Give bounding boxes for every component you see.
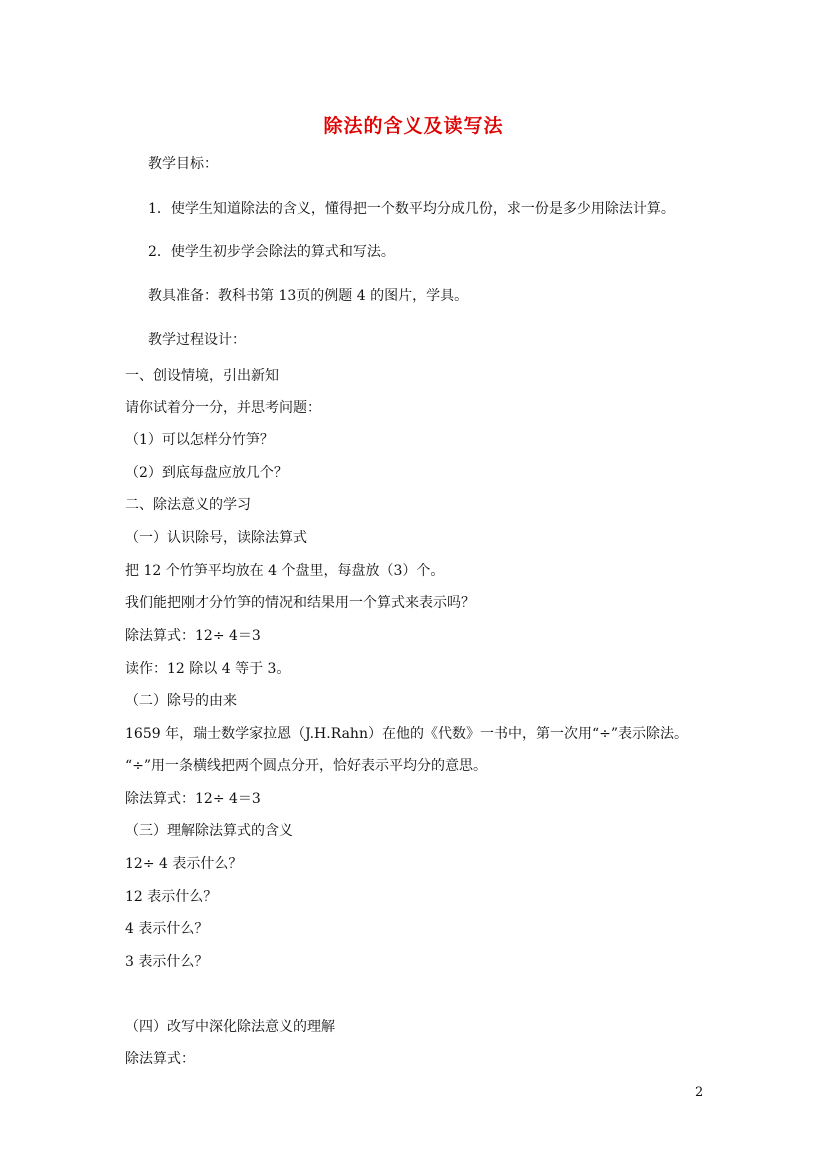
paragraph-teaching-aids: 教具准备：教科书第 13页的例题 4 的图片，学具。 bbox=[148, 288, 469, 304]
paragraph-process-heading: 教学过程设计： bbox=[148, 332, 246, 348]
subsection-heading-2: （二）除号的由来 bbox=[125, 693, 237, 709]
paragraph-meaning-question-2: 12 表示什么？ bbox=[125, 889, 218, 905]
subsection-heading-3: （三）理解除法算式的含义 bbox=[125, 823, 293, 839]
paragraph-read-as: 读作：12 除以 4 等于 3。 bbox=[125, 661, 291, 677]
paragraph-goal-1: 1．使学生知道除法的含义，懂得把一个数平均分成几份，求一份是多少用除法计算。 bbox=[148, 201, 675, 217]
section-heading-2: 二、除法意义的学习 bbox=[125, 497, 251, 513]
subsection-heading-4: （四）改写中深化除法意义的理解 bbox=[125, 1019, 335, 1035]
paragraph-meaning-question-1: 12÷ 4 表示什么？ bbox=[125, 856, 243, 872]
paragraph-division-expression-1: 除法算式：12÷ 4＝3 bbox=[125, 628, 261, 644]
page-number: 2 bbox=[695, 1085, 704, 1100]
document-title: 除法的含义及读写法 bbox=[323, 115, 504, 137]
paragraph-meaning-question-3: 4 表示什么？ bbox=[125, 921, 209, 937]
paragraph-teaching-goals-heading: 教学目标： bbox=[148, 156, 218, 172]
paragraph-bamboo-division: 把 12 个竹笋平均放在 4 个盘里，每盘放（3）个。 bbox=[125, 563, 445, 579]
paragraph-history-1: 1659 年，瑞士数学家拉恩（J.H.Rahn）在他的《代数》一书中，第一次用“÷”表示除法。 bbox=[125, 726, 688, 742]
paragraph-question-intro: 请你试着分一分，并思考问题： bbox=[125, 400, 321, 416]
paragraph-goal-2: 2．使学生初步学会除法的算式和写法。 bbox=[148, 244, 395, 260]
paragraph-meaning-question-4: 3 表示什么？ bbox=[125, 954, 209, 970]
subsection-heading-1: （一）认识除号，读除法算式 bbox=[125, 530, 307, 546]
paragraph-division-expression-3: 除法算式： bbox=[125, 1051, 195, 1067]
paragraph-question-1: （1）可以怎样分竹笋？ bbox=[125, 432, 274, 448]
paragraph-division-expression-2: 除法算式：12÷ 4＝3 bbox=[125, 791, 261, 807]
paragraph-expression-question: 我们能把刚才分竹笋的情况和结果用一个算式来表示吗？ bbox=[125, 595, 475, 611]
section-heading-1: 一、创设情境，引出新知 bbox=[125, 368, 279, 384]
paragraph-history-2: “÷”用一条横线把两个圆点分开，恰好表示平均分的意思。 bbox=[125, 758, 488, 774]
paragraph-question-2: （2）到底每盘应放几个？ bbox=[125, 465, 288, 481]
